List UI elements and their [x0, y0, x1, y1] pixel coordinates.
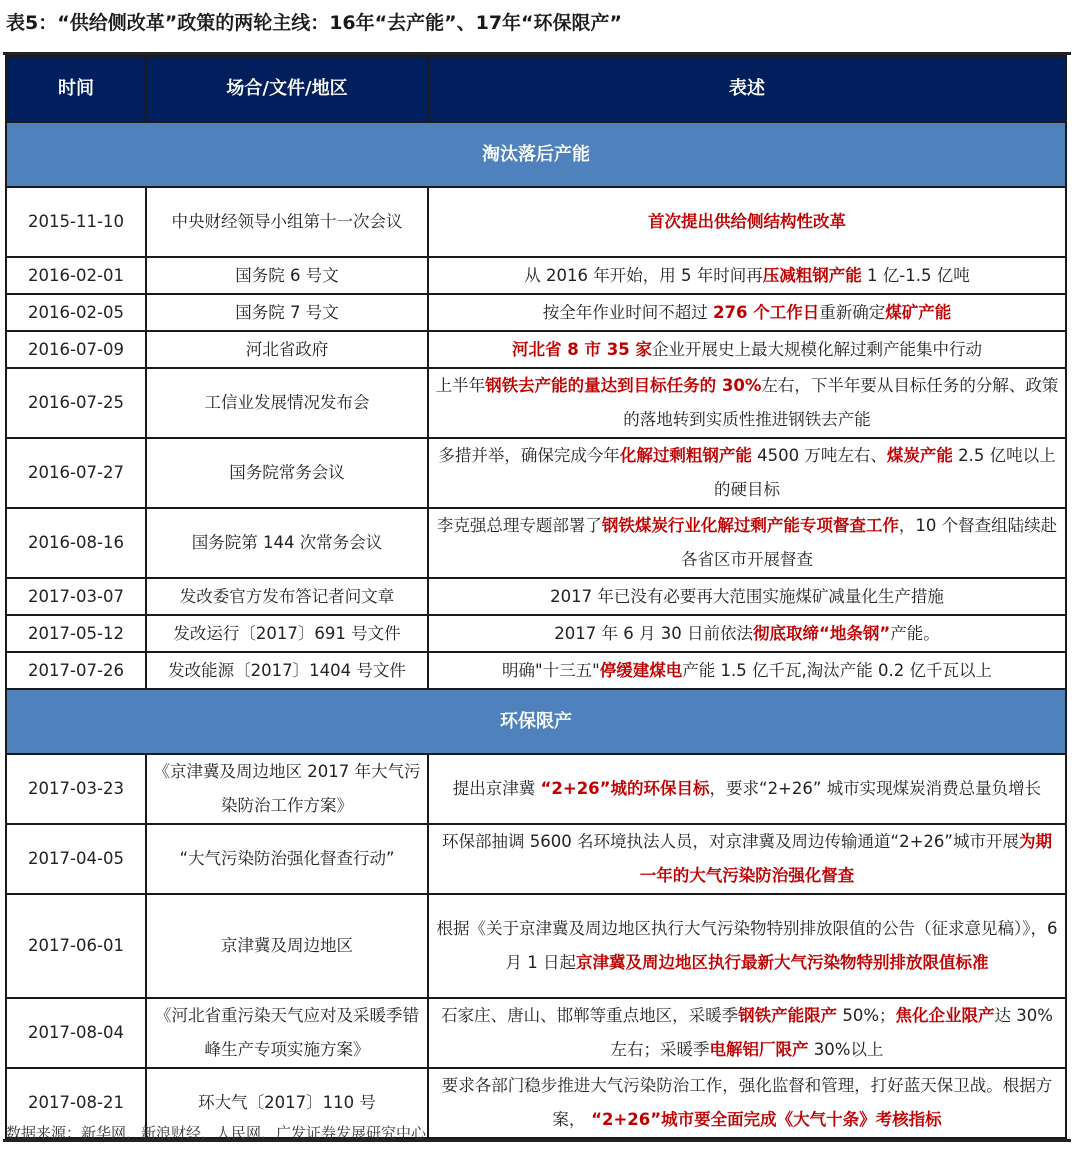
cell-date: 2016-07-25 [6, 368, 146, 438]
highlight-text: 电解铝厂限产 [709, 1040, 809, 1059]
description-text: ，10 个督查组陆续赴各省区市开展督查 [681, 516, 1058, 569]
highlight-text: 焦化企业限产 [895, 1006, 995, 1025]
description-text: 从 2016 年开始，用 5 年时间再 [524, 265, 763, 285]
description-text: ，要求“2+26” 城市实现煤炭消费总量负增长 [709, 779, 1042, 798]
highlight-text: 为期一年的大气污染防治强化督查 [639, 832, 1052, 885]
cell-date: 2017-06-01 [6, 894, 146, 998]
cell-source: 京津冀及周边地区 [146, 894, 428, 998]
table-row [6, 438, 1066, 508]
cell-source: 中央财经领导小组第十一次会议 [146, 187, 428, 257]
highlight-text: 河北省 8 市 35 家 [512, 339, 652, 359]
table-row [6, 894, 1066, 998]
table-row [6, 754, 1066, 824]
cell-date: 2017-03-23 [6, 754, 146, 824]
cell-date: 2017-08-04 [6, 998, 146, 1068]
description-text: 2017 年已没有必要再大范围实施煤矿减量化生产措施 [550, 586, 944, 606]
table-title: 表5：“供给侧改革”政策的两轮主线：16年“去产能”、17年“环保限产” [6, 12, 623, 34]
section-row [6, 122, 1066, 187]
policy-table [5, 55, 1067, 1139]
cell-source: 国务院第 144 次常务会议 [146, 508, 428, 578]
cell-source: 国务院 6 号文 [146, 257, 428, 294]
source-note: 数据来源：新华网，新浪财经，人民网，广发证券发展研究中心 [6, 1124, 427, 1142]
header-date: 时间 [6, 56, 146, 122]
cell-description [428, 294, 1066, 331]
cell-description [428, 615, 1066, 652]
section-row [6, 689, 1066, 754]
highlight-text: 京津冀及周边地区执行最新大气污染物特别排放限值标准 [576, 953, 989, 972]
cell-description [428, 894, 1066, 998]
highlight-text: 钢铁去产能的量达到目标任务的 30% [485, 376, 762, 395]
description-text: 1 亿-1.5 亿吨 [861, 265, 970, 285]
description-text: 要求各部门稳步推进大气污染防治工作，强化监督和管理，打好蓝天保卫战。根据方案， [441, 1076, 1053, 1129]
table-body [6, 122, 1066, 1138]
description-text: 2.5 亿吨以上的硬目标 [714, 446, 1056, 499]
section-label: 淘汰落后产能 [6, 122, 1066, 187]
cell-date: 2017-03-07 [6, 578, 146, 615]
highlight-text: 停缓建煤电 [599, 660, 683, 680]
cell-date: 2016-08-16 [6, 508, 146, 578]
cell-description [428, 754, 1066, 824]
header-description: 表述 [428, 56, 1066, 122]
cell-description [428, 998, 1066, 1068]
header-source: 场合/文件/地区 [146, 56, 428, 122]
cell-source: 河北省政府 [146, 331, 428, 368]
highlight-text: 276 个工作日 [713, 302, 820, 322]
table-row [6, 187, 1066, 257]
description-text: 30%以上 [808, 1040, 884, 1059]
cell-source: 环大气〔2017〕110 号 [146, 1068, 428, 1138]
cell-date: 2016-02-01 [6, 257, 146, 294]
highlight-text: 钢铁煤炭行业化解过剩产能专项督查工作 [601, 516, 899, 535]
description-text: 产能。 [890, 623, 940, 643]
cell-description [428, 578, 1066, 615]
cell-description [428, 368, 1066, 438]
highlight-text: 钢铁产能限产 [738, 1006, 838, 1025]
highlight-text: 煤矿产能 [885, 302, 952, 322]
section-label: 环保限产 [6, 689, 1066, 754]
cell-description [428, 438, 1066, 508]
description-text: 企业开展史上最大规模化解过剩产能集中行动 [651, 339, 982, 359]
cell-description [428, 187, 1066, 257]
cell-description [428, 824, 1066, 894]
cell-source: “大气污染防治强化督查行动” [146, 824, 428, 894]
description-text: 提出京津冀 [452, 779, 541, 798]
cell-date: 2016-07-27 [6, 438, 146, 508]
highlight-text: 压减粗钢产能 [762, 265, 862, 285]
table-row [6, 331, 1066, 368]
table-row [6, 998, 1066, 1068]
description-text: 多措并举，确保完成今年 [438, 446, 620, 465]
cell-source: 发改委官方发布答记者问文章 [146, 578, 428, 615]
description-text: 2017 年 6 月 30 日前依法 [554, 623, 753, 643]
cell-description [428, 508, 1066, 578]
cell-date: 2016-07-09 [6, 331, 146, 368]
description-text: 李克强总理专题部署了 [436, 516, 602, 535]
cell-date: 2017-04-05 [6, 824, 146, 894]
table-row [6, 368, 1066, 438]
highlight-text: “2+26”城的环保目标 [540, 779, 710, 798]
description-text: 50%； [837, 1006, 896, 1025]
cell-date: 2017-05-12 [6, 615, 146, 652]
cell-source: 发改能源〔2017〕1404 号文件 [146, 652, 428, 689]
cell-source: 国务院 7 号文 [146, 294, 428, 331]
cell-description [428, 652, 1066, 689]
cell-source: 发改运行〔2017〕691 号文件 [146, 615, 428, 652]
description-text: 达 30%左右；采暖季 [610, 1006, 1053, 1059]
highlight-text: 煤炭产能 [886, 446, 953, 465]
cell-description [428, 1068, 1066, 1138]
cell-source: 国务院常务会议 [146, 438, 428, 508]
description-text: 产能 1.5 亿千瓦,淘汰产能 0.2 亿千瓦以上 [682, 660, 992, 680]
header-row [6, 56, 1066, 122]
table-row [6, 257, 1066, 294]
description-text: 4500 万吨左右、 [751, 446, 887, 465]
cell-description [428, 331, 1066, 368]
description-text: 重新确定 [819, 302, 886, 322]
description-text: 明确"十三五" [502, 660, 600, 680]
cell-source: 《河北省重污染天气应对及采暖季错峰生产专项实施方案》 [146, 998, 428, 1068]
description-text: 左右，下半年要从目标任务的分解、政策的落地转到实质性推进钢铁去产能 [623, 376, 1059, 429]
highlight-text: “2+26”城市要全面完成《大气十条》考核指标 [585, 1110, 942, 1129]
table-row [6, 652, 1066, 689]
table-row [6, 615, 1066, 652]
highlight-text: 化解过剩粗钢产能 [619, 446, 752, 465]
policy-table-container [5, 52, 1067, 1142]
cell-source: 工信业发展情况发布会 [146, 368, 428, 438]
cell-source: 《京津冀及周边地区 2017 年大气污染防治工作方案》 [146, 754, 428, 824]
cell-date: 2015-11-10 [6, 187, 146, 257]
cell-description [428, 257, 1066, 294]
description-text: 石家庄、唐山、邯郸等重点地区，采暖季 [441, 1006, 739, 1025]
description-text: 根据《关于京津冀及周边地区执行大气污染物特别排放限值的公告（征求意见稿）》，6 月 1 日起 [436, 919, 1058, 972]
highlight-text: 首次提出供给侧结构性改革 [648, 212, 846, 231]
description-text: 按全年作业时间不超过 [542, 302, 714, 322]
table-row [6, 508, 1066, 578]
cell-date: 2017-08-21 [6, 1068, 146, 1138]
table-row [6, 294, 1066, 331]
cell-date: 2017-07-26 [6, 652, 146, 689]
description-text: 环保部抽调 5600 名环境执法人员，对京津冀及周边传输通道“2+26”城市开展 [442, 832, 1019, 851]
table-row [6, 578, 1066, 615]
table-row [6, 824, 1066, 894]
description-text: 上半年 [435, 376, 486, 395]
cell-date: 2016-02-05 [6, 294, 146, 331]
highlight-text: 彻底取缔“地条钢” [753, 623, 891, 643]
